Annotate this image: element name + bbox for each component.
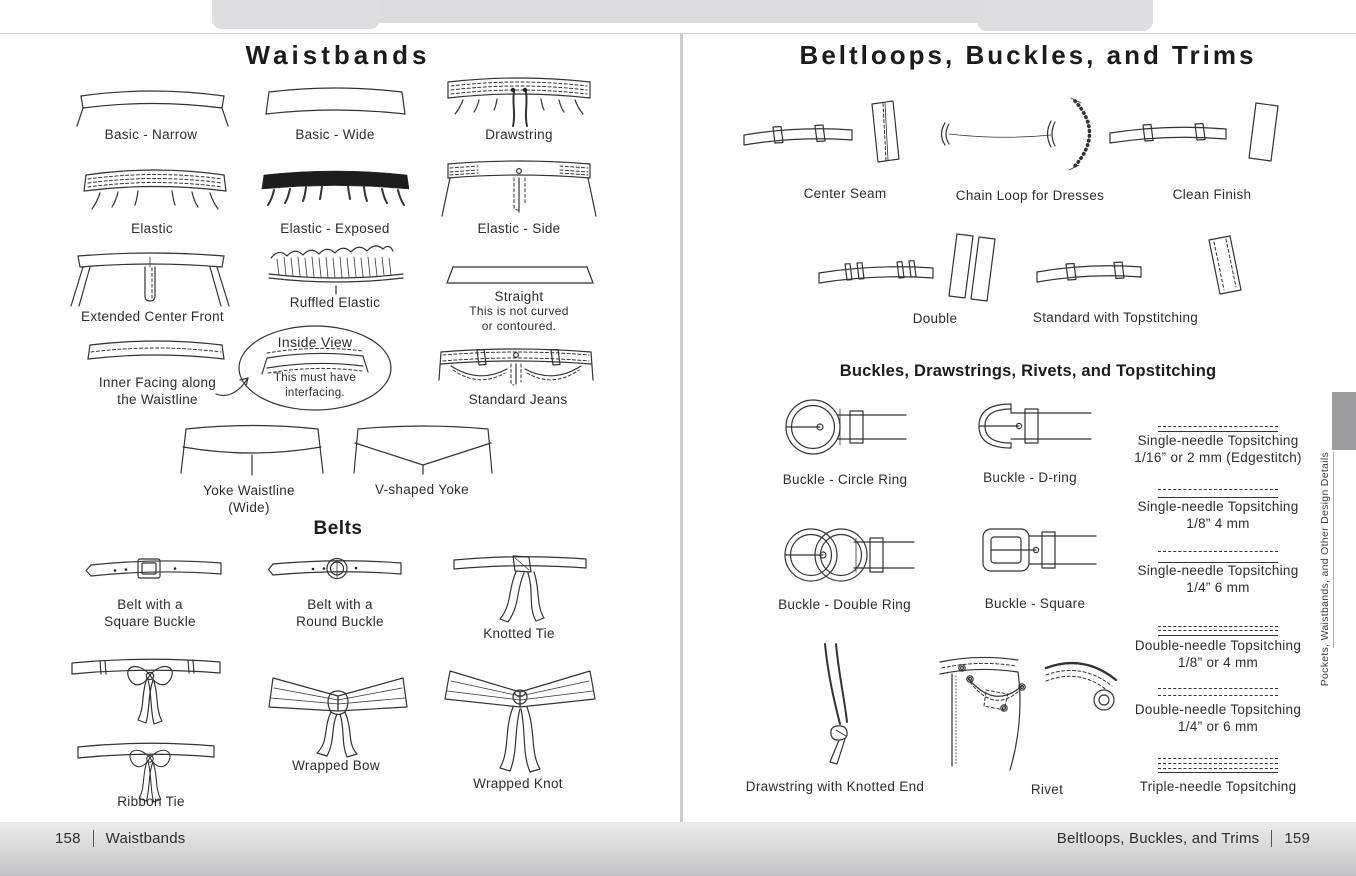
topstitch-3-name: Single-needle Topsitching: [1137, 563, 1299, 578]
topstitch-4-name: Double-needle Topsitching: [1134, 638, 1302, 653]
left-footer: [55, 830, 185, 847]
elastic-illustration: [80, 163, 230, 221]
yoke-waistline-label-line2: (Wide): [228, 500, 270, 515]
elastic-exposed-label: Elastic - Exposed: [280, 221, 390, 236]
knotted-tie-label: Knotted Tie: [483, 626, 555, 641]
buckle-circle-ring-label: Buckle - Circle Ring: [782, 472, 908, 487]
left-page-tab: [212, 0, 380, 29]
straight-illustration: [445, 261, 595, 288]
belt-square-buckle-label-line2: Square Buckle: [104, 614, 196, 629]
ribbon-tie-label: Ribbon Tie: [117, 794, 185, 809]
page-gutter: [680, 33, 683, 822]
drawstring-knotted-end-illustration: [815, 642, 859, 768]
double-beltloop-illustration: [815, 228, 1007, 308]
belt-square-buckle-label-line1: Belt with a: [117, 597, 183, 612]
right-footer-section: Beltloops, Buckles, and Trims: [1056, 830, 1260, 847]
yoke-waistline-label-line1: Yoke Waistline: [203, 483, 295, 498]
belts-heading: Belts: [313, 518, 363, 539]
right-footer: [1057, 830, 1310, 847]
extended-center-front-illustration: [68, 248, 234, 310]
basic-wide-label: Basic - Wide: [295, 127, 375, 142]
topstitch-5-name: Double-needle Topsitching: [1134, 702, 1302, 717]
ruffled-elastic-label: Ruffled Elastic: [289, 295, 381, 310]
clean-finish-illustration: [1106, 95, 1296, 173]
ribbon-tie-illustration: [62, 652, 230, 794]
elastic-side-label: Elastic - Side: [477, 221, 561, 236]
inner-facing-illustration: [85, 335, 227, 367]
yoke-waistline-illustration: [178, 419, 326, 479]
buckle-double-ring-label: Buckle - Double Ring: [778, 597, 911, 612]
standard-jeans-illustration: [435, 342, 597, 392]
chapter-side-tab-label: Pockets, Waistbands, and Other Design Details: [1319, 452, 1331, 687]
buckle-circle-ring-illustration: [780, 396, 910, 458]
topstitch-1-name: Single-needle Topsitching: [1137, 433, 1299, 448]
rivet-label: Rivet: [1030, 782, 1064, 797]
left-page-number: 158: [55, 830, 81, 847]
basic-wide-illustration: [263, 82, 408, 130]
belt-square-buckle-illustration: [85, 552, 227, 587]
belt-round-buckle-illustration: [268, 552, 406, 587]
stitch-sample-6-dashed-c: [1158, 768, 1278, 769]
footer-divider-left: [93, 830, 94, 847]
standard-jeans-label: Standard Jeans: [468, 392, 568, 407]
elastic-label: Elastic: [131, 221, 173, 236]
stitch-sample-2-edge: [1158, 497, 1278, 498]
stitch-sample-4-edge: [1158, 635, 1278, 636]
elastic-exposed-illustration: [258, 167, 413, 219]
topstitch-5-size: 1/4” or 6 mm: [1177, 718, 1259, 734]
chapter-side-tab: [1332, 392, 1356, 450]
inside-view-note-line2: interfacing.: [285, 387, 345, 399]
topstitch-2-name: Single-needle Topsitching: [1137, 499, 1299, 514]
basic-narrow-illustration: [75, 84, 230, 130]
wrapped-bow-label: Wrapped Bow: [292, 758, 380, 773]
topstitch-6-name: Triple-needle Topsitching: [1139, 779, 1297, 794]
stitch-sample-4-dashed-a: [1158, 626, 1278, 627]
stitch-sample-6-dashed-a: [1158, 758, 1278, 759]
chain-loop-illustration: [925, 95, 1105, 175]
extended-center-front-label: Extended Center Front: [81, 309, 224, 324]
topstitch-4-size: 1/8” or 4 mm: [1177, 654, 1259, 670]
chain-loop-label: Chain Loop for Dresses: [955, 188, 1105, 203]
inside-view-title: Inside View: [277, 334, 353, 350]
clean-finish-label: Clean Finish: [1172, 187, 1252, 202]
drawstring-knotted-end-label: Drawstring with Knotted End: [745, 779, 925, 794]
inner-facing-label-line2: the Waistline: [117, 392, 198, 407]
buckle-d-ring-illustration: [975, 400, 1095, 452]
stitch-sample-1-edge: [1158, 431, 1278, 432]
right-page-number: 159: [1284, 830, 1310, 847]
right-page-title: Beltloops, Buckles, and Trims: [799, 40, 1257, 70]
straight-label: Straight: [494, 289, 544, 304]
standard-topstitching-beltloop-illustration: [1033, 228, 1255, 308]
buckle-d-ring-label: Buckle - D-ring: [983, 470, 1077, 485]
drawstring-illustration: [443, 72, 595, 132]
standard-topstitching-beltloop-label: Standard with Topstitching: [1032, 310, 1199, 325]
drawstring-label: Drawstring: [485, 127, 553, 142]
topstitch-2-size: 1/8” 4 mm: [1186, 515, 1250, 531]
inner-facing-label-line1: Inner Facing along: [98, 375, 217, 390]
belt-round-buckle-label-line1: Belt with a: [307, 597, 373, 612]
buckles-subheading: Buckles, Drawstrings, Rivets, and Topstitching: [839, 362, 1217, 380]
stitch-sample-1-dashed: [1158, 426, 1278, 427]
wrapped-bow-illustration: [265, 671, 411, 758]
stitch-sample-5-dashed-b: [1158, 695, 1278, 696]
straight-note-line2: or contoured.: [481, 319, 557, 333]
wrapped-knot-illustration: [442, 666, 598, 774]
right-page-tab: [977, 0, 1153, 31]
stitch-sample-6-edge: [1158, 772, 1278, 773]
rivet-illustration: [938, 648, 1120, 774]
basic-narrow-label: Basic - Narrow: [104, 127, 198, 142]
v-shaped-yoke-illustration: [350, 419, 496, 479]
stitch-sample-3-dashed: [1158, 551, 1278, 552]
topstitch-1-size: 1/16” or 2 mm (Edgestitch): [1134, 449, 1302, 465]
stitch-sample-4-dashed-b: [1158, 630, 1278, 631]
stitch-sample-2-dashed: [1158, 489, 1278, 490]
buckle-square-illustration: [978, 524, 1100, 576]
wrapped-knot-label: Wrapped Knot: [473, 776, 563, 791]
footer-divider-right: [1271, 830, 1272, 847]
straight-note-line1: This is not curved: [469, 304, 569, 318]
topstitch-3-size: 1/4” 6 mm: [1186, 579, 1250, 595]
page-top-edge-line: [0, 33, 1356, 34]
belt-round-buckle-label-line2: Round Buckle: [296, 614, 384, 629]
left-page-title: Waistbands: [245, 40, 431, 70]
chapter-side-tab-rule: [1333, 452, 1334, 648]
left-footer-section: Waistbands: [105, 830, 186, 847]
stitch-sample-5-dashed-a: [1158, 688, 1278, 689]
double-beltloop-label: Double: [912, 311, 958, 326]
center-seam-label: Center Seam: [803, 186, 887, 201]
knotted-tie-illustration: [450, 549, 590, 629]
elastic-side-illustration: [440, 154, 598, 218]
ruffled-elastic-illustration: [267, 246, 405, 294]
v-shaped-yoke-label: V-shaped Yoke: [375, 482, 469, 497]
buckle-square-label: Buckle - Square: [984, 596, 1086, 611]
inside-view-note-line1: This must have: [273, 372, 357, 384]
buckle-double-ring-illustration: [778, 524, 918, 586]
center-seam-illustration: [740, 95, 908, 173]
stitch-sample-6-dashed-b: [1158, 763, 1278, 764]
